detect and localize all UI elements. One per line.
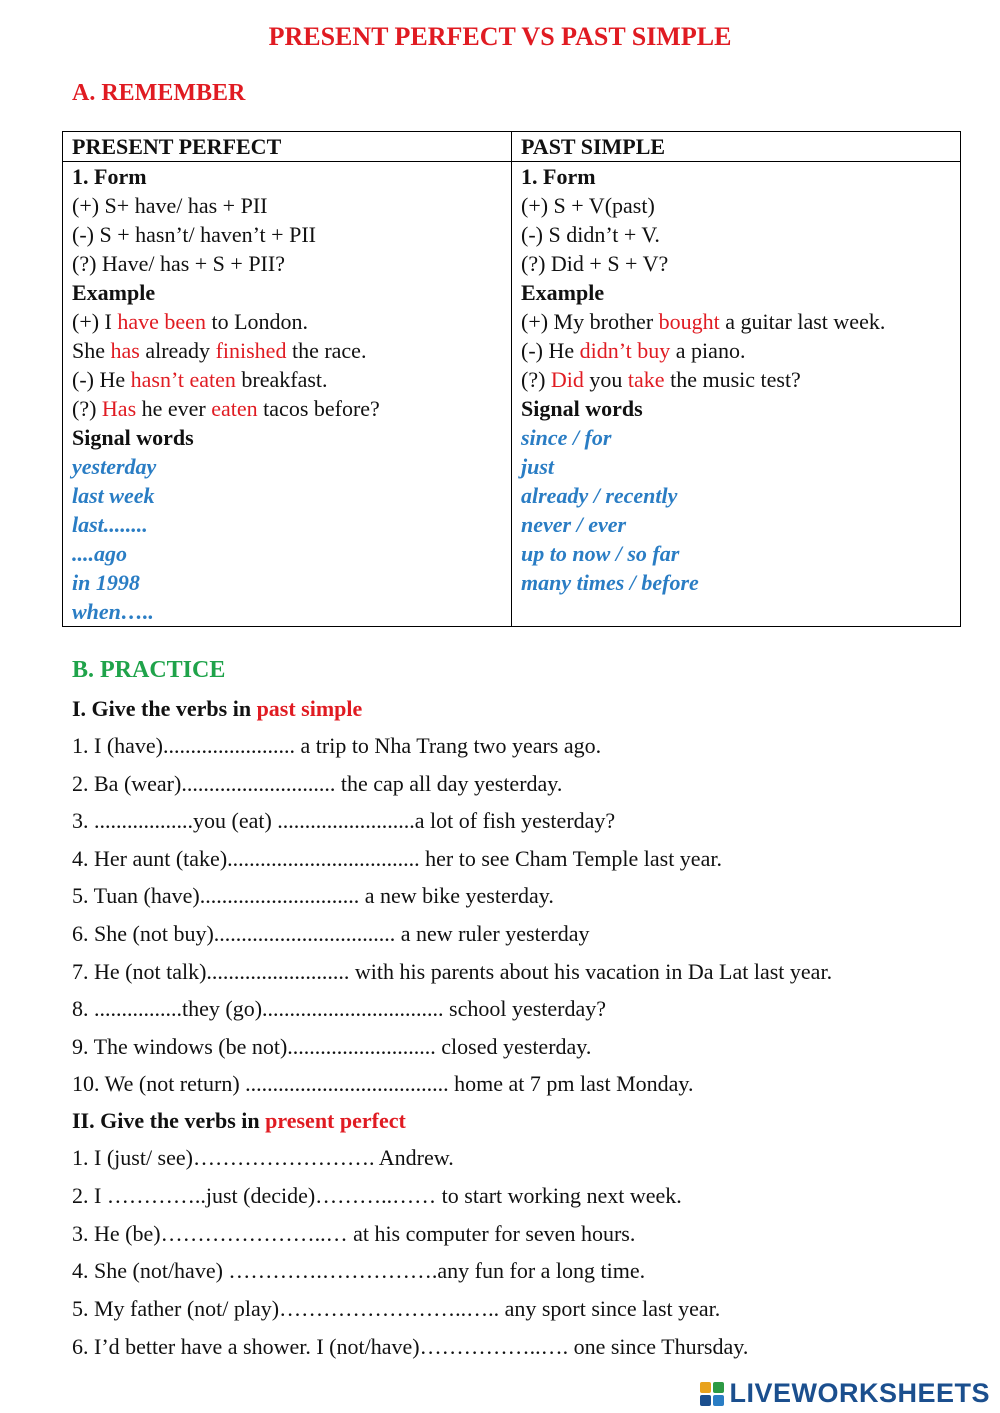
signal-word: already / recently xyxy=(521,483,678,508)
form-question: (?) Have/ has + S + PII? xyxy=(72,251,285,276)
section-a-heading: A. REMEMBER xyxy=(72,80,246,106)
logo-text: LIVEWORKSHEETS xyxy=(729,1378,990,1408)
signal-word: yesterday xyxy=(72,454,157,479)
signal-word: ....ago xyxy=(72,541,127,566)
example-2: She has already finished the race. xyxy=(72,338,367,363)
exercise-1-item: 8. ................they (go)................................. school yesterday? xyxy=(72,996,607,1022)
signal-word: when….. xyxy=(72,599,154,624)
example-title: Example xyxy=(521,280,605,305)
exercise-1-heading: I. Give the verbs in past simple xyxy=(72,696,363,721)
example-1: (+) I have been to London. xyxy=(72,309,309,334)
present-perfect-column xyxy=(63,162,512,627)
example-2: (-) He didn’t buy a piano. xyxy=(521,338,746,363)
exercise-2-item: 1. I (just/ see)……………………. Andrew. xyxy=(72,1144,454,1170)
page-title: PRESENT PERFECT VS PAST SIMPLE xyxy=(268,22,732,51)
form-negative: (-) S didn’t + V. xyxy=(521,222,660,247)
example-title: Example xyxy=(72,280,156,305)
example-3: (?) Did you take the music test? xyxy=(521,367,801,392)
exercise-2-item: 5. My father (not/ play)……………………..….. any sport since last year. xyxy=(72,1296,721,1322)
signal-words-title: Signal words xyxy=(72,425,194,450)
liveworksheets-logo xyxy=(700,1378,990,1409)
form-question: (?) Did + S + V? xyxy=(521,251,669,276)
form-title: 1. Form xyxy=(521,164,596,189)
signal-words-title: Signal words xyxy=(521,396,643,421)
exercise-1-item: 4. Her aunt (take)................................... her to see Cham Temple last year. xyxy=(72,845,722,871)
form-positive: (+) S+ have/ has + PII xyxy=(72,193,268,218)
signal-word: since / for xyxy=(521,425,612,450)
signal-word: never / ever xyxy=(521,512,627,537)
logo-mark-icon xyxy=(700,1382,724,1406)
exercise-1-item: 7. He (not talk).......................... with his parents about his vacation in Da Lat last year. xyxy=(72,958,833,984)
exercise-1-item: 3. ..................you (eat) .........................a lot of fish yesterday? xyxy=(72,808,616,834)
example-4: (?) Has he ever eaten tacos before? xyxy=(72,396,380,421)
exercise-2-item: 3. He (be)…………………..… at his computer for seven hours. xyxy=(72,1220,636,1246)
exercise-2-heading: II. Give the verbs in present perfect xyxy=(72,1107,406,1133)
header-past-simple: PAST SIMPLE xyxy=(512,132,961,162)
signal-word: last week xyxy=(72,483,155,508)
example-3: (-) He hasn’t eaten breakfast. xyxy=(72,367,328,392)
exercise-1-item: 2. Ba (wear)............................ the cap all day yesterday. xyxy=(72,770,563,796)
exercise-2-item: 6. I’d better have a shower. I (not/have)……………..…. one since Thursday. xyxy=(72,1333,749,1359)
signal-word: just xyxy=(521,454,555,479)
exercise-1-item: 5. Tuan (have)............................. a new bike yesterday. xyxy=(72,883,554,909)
exercise-2-item: 2. I …………..just (decide)………..…… to start working next week. xyxy=(72,1182,682,1208)
signal-word: last........ xyxy=(72,512,148,537)
signal-word: in 1998 xyxy=(72,570,140,595)
exercise-1-item: 10. We (not return) ..................................... home at 7 pm last Monday. xyxy=(72,1071,694,1097)
form-title: 1. Form xyxy=(72,164,147,189)
remember-table xyxy=(62,131,961,627)
form-negative: (-) S + hasn’t/ haven’t + PII xyxy=(72,222,316,247)
exercise-1-item: 9. The windows (be not)........................... closed yesterday. xyxy=(72,1033,592,1059)
past-simple-column xyxy=(512,162,961,627)
form-positive: (+) S + V(past) xyxy=(521,193,655,218)
signal-word: many times / before xyxy=(521,570,699,595)
header-present-perfect: PRESENT PERFECT xyxy=(63,132,512,162)
signal-word: up to now / so far xyxy=(521,541,680,566)
practice-section xyxy=(72,657,972,1366)
exercise-1-item: 1. I (have)........................ a trip to Nha Trang two years ago. xyxy=(72,733,602,758)
section-b-heading: B. PRACTICE xyxy=(72,657,226,683)
example-1: (+) My brother bought a guitar last week. xyxy=(521,309,886,334)
exercise-2-item: 4. She (not/have) ………….…………….any fun for a long time. xyxy=(72,1258,646,1284)
exercise-1-item: 6. She (not buy)................................. a new ruler yesterday xyxy=(72,920,590,946)
